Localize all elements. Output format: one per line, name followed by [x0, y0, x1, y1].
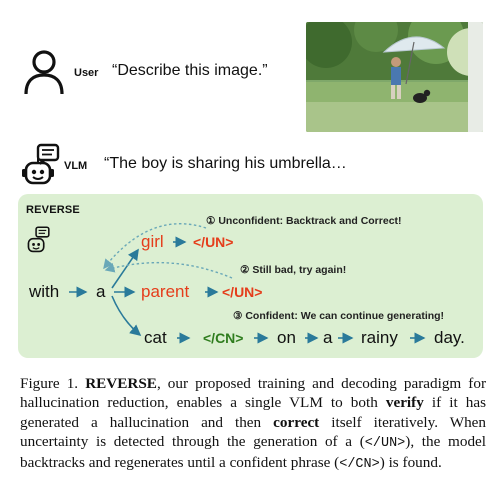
user-tag: User: [74, 67, 99, 79]
caption-label: Figure 1.: [20, 375, 79, 392]
note-backtrack: ① Unconfident: Backtrack and Correct!: [206, 215, 402, 227]
confident-tag: </CN>: [203, 330, 244, 346]
token-with: with: [29, 282, 60, 301]
caption-text: if it has generated a hallucination and then: [20, 394, 486, 431]
unconfident-tag-1: </UN>: [193, 234, 234, 250]
token-day: day.: [434, 328, 465, 347]
caption-cn-token: </CN>: [339, 457, 380, 473]
token-a: a: [96, 282, 106, 301]
caption-text: ), the model backtracks and regenerates until a confident phrase (: [20, 432, 486, 472]
token-rainy: rainy: [361, 328, 398, 347]
unconfident-tag-2: </UN>: [222, 284, 263, 300]
note-try-again: ② Still bad, try again!: [240, 264, 347, 276]
caption-text: itself iteratively. When uncertainty is detected through the generation of a (: [20, 413, 486, 450]
caption-un-token: </UN>: [364, 435, 406, 451]
figure-caption: [20, 374, 486, 474]
caption-method-name: REVERSE: [85, 375, 157, 392]
token-on: on: [277, 328, 296, 347]
token-cat: cat: [144, 328, 167, 347]
caption-verify: verify: [385, 394, 424, 412]
vlm-tag: VLM: [64, 160, 88, 172]
caption-correct: correct: [273, 413, 320, 431]
token-girl: girl: [141, 232, 164, 251]
caption-text: , our proposed training and decoding paradigm for hallucination reduction, enables a single VLM to both: [20, 375, 487, 412]
note-confident: ③ Confident: We can continue generating!: [233, 310, 445, 322]
user-prompt: “Describe this image.”: [112, 62, 268, 79]
token-parent: parent: [141, 282, 190, 301]
reverse-title: REVERSE: [26, 204, 80, 216]
token-a-2: a: [323, 328, 333, 347]
caption-text: ) is found.: [379, 454, 442, 472]
vlm-response: “The boy is sharing his umbrella…: [104, 155, 347, 172]
